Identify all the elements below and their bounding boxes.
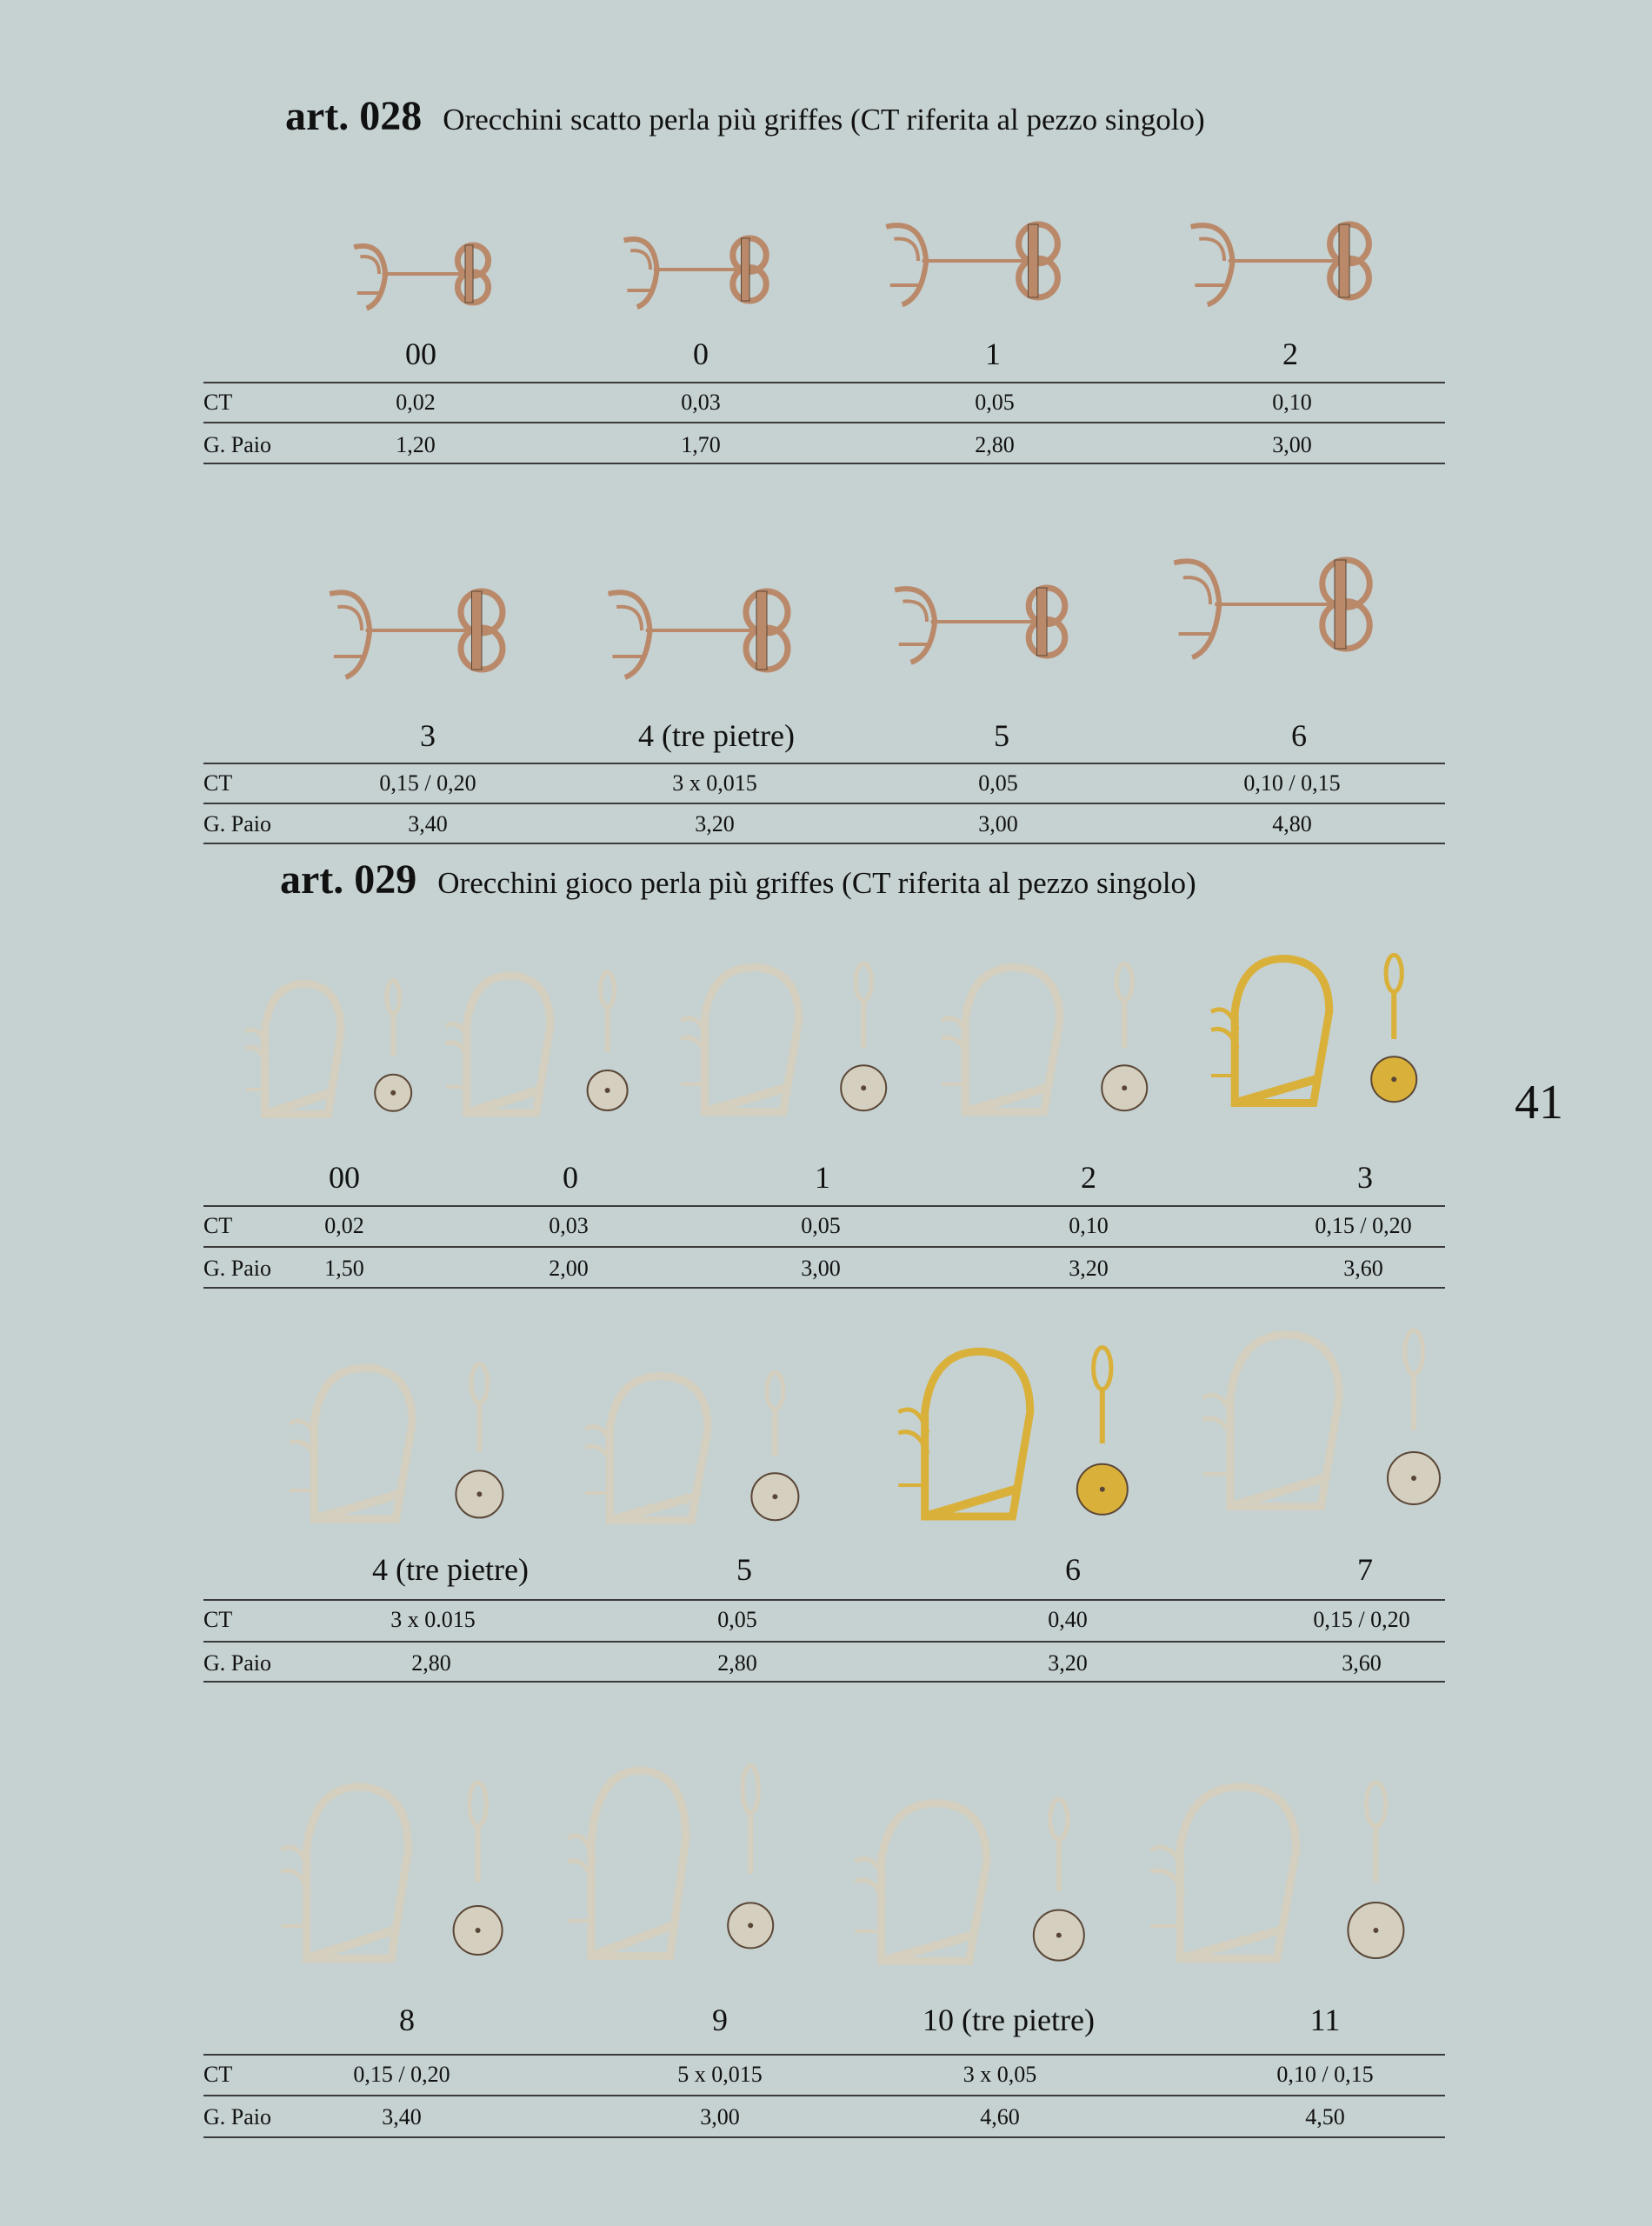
ct-value: 3 x 0,05	[963, 2062, 1037, 2087]
size-label: 2	[1282, 337, 1298, 371]
stud-earring-icon	[1182, 200, 1391, 322]
paio-value: 3,20	[695, 811, 735, 836]
art-028-heading	[285, 92, 1205, 140]
size-label: 2	[1081, 1160, 1096, 1195]
art-029-code: art. 029	[280, 856, 417, 903]
size-label: 4 (tre pietre)	[638, 718, 795, 753]
ct-value: 3 x 0.015	[390, 1607, 476, 1632]
ct-value: 0,02	[396, 390, 436, 415]
leverback-earring-icon	[583, 1365, 817, 1548]
stud-earring-icon	[878, 200, 1078, 322]
leverback-earring-icon	[287, 1356, 522, 1548]
size-label: 0	[563, 1160, 578, 1195]
stud-earring-icon	[600, 565, 809, 696]
ct-value: 0,10 / 0,15	[1243, 770, 1341, 796]
art-028-code: art. 028	[285, 93, 423, 139]
size-label: 9	[712, 2003, 728, 2037]
ct-row-label: CT	[203, 390, 233, 415]
leverback-earring-icon	[939, 956, 1165, 1139]
paio-row-label: G. Paio	[203, 2104, 271, 2129]
ct-row-label: CT	[203, 2062, 233, 2087]
paio-value: 4,60	[980, 2104, 1020, 2129]
ct-value: 0,05	[717, 1607, 757, 1632]
table-rule	[203, 463, 1445, 464]
size-label: 10 (tre pietre)	[923, 2003, 1095, 2037]
table-rule	[203, 1287, 1445, 1289]
leverback-earring-icon	[852, 1791, 1104, 1991]
paio-value: 1,70	[681, 432, 721, 457]
ct-value: 0,05	[801, 1213, 841, 1238]
leverback-earring-icon	[243, 974, 426, 1139]
size-label: 00	[329, 1160, 360, 1195]
paio-value: 3,40	[382, 2104, 422, 2129]
table-rule	[203, 1205, 1445, 1207]
paio-value: 3,20	[1048, 1650, 1088, 1676]
paio-row-label: G. Paio	[203, 1256, 271, 1281]
size-label: 1	[985, 337, 1001, 371]
paio-value: 2,80	[411, 1650, 451, 1676]
leverback-earring-icon	[278, 1774, 522, 1991]
ct-row-label: CT	[203, 770, 233, 796]
size-label: 6	[1065, 1552, 1081, 1587]
size-label: 3	[420, 718, 436, 753]
art-029-heading	[280, 856, 1196, 903]
table-rule	[203, 803, 1445, 804]
stud-earring-icon	[1165, 530, 1391, 678]
ct-row-label: CT	[203, 1607, 233, 1632]
paio-value: 3,60	[1342, 1650, 1382, 1676]
paio-value: 4,50	[1305, 2104, 1345, 2129]
table-rule	[203, 843, 1445, 844]
ct-value: 0,10 / 0,15	[1276, 2062, 1374, 2087]
paio-value: 3,00	[978, 811, 1018, 836]
ct-value: 0,05	[975, 390, 1015, 415]
table-rule	[203, 763, 1445, 764]
paio-row-label: G. Paio	[203, 432, 271, 457]
ct-value: 0,15 / 0,20	[1315, 1213, 1412, 1238]
table-rule	[203, 382, 1445, 383]
table-rule	[203, 2054, 1445, 2056]
ct-value: 5 x 0,015	[677, 2062, 763, 2087]
table-rule	[203, 2095, 1445, 2096]
leverback-earring-icon	[443, 965, 643, 1139]
paio-value: 1,20	[396, 432, 436, 457]
paio-value: 3,60	[1343, 1256, 1383, 1281]
stud-earring-icon	[322, 565, 522, 696]
table-rule	[203, 1641, 1445, 1643]
paio-value: 2,80	[717, 1650, 757, 1676]
size-label: 0	[693, 337, 709, 371]
leverback-earring-icon	[1200, 1322, 1461, 1539]
size-label: 6	[1291, 718, 1307, 753]
ct-value: 0,05	[978, 770, 1018, 796]
ct-value: 0,40	[1048, 1607, 1088, 1632]
paio-value: 3,40	[408, 811, 448, 836]
size-label: 5	[994, 718, 1009, 753]
size-label: 00	[405, 337, 436, 371]
leverback-earring-icon	[1148, 1774, 1426, 1991]
size-label: 8	[399, 2003, 415, 2037]
table-rule	[203, 2136, 1445, 2138]
stud-earring-icon	[348, 226, 504, 322]
art-029-description: Orecchini gioco perla più griffes (CT riferita al pezzo singolo)	[437, 866, 1196, 900]
stud-earring-icon	[887, 565, 1087, 678]
leverback-earring-icon	[565, 1756, 791, 1991]
ct-value: 3 x 0,015	[672, 770, 757, 796]
paio-value: 3,00	[700, 2104, 740, 2129]
paio-value: 2,00	[549, 1256, 589, 1281]
ct-value: 0,15 / 0,20	[353, 2062, 450, 2087]
paio-row-label: G. Paio	[203, 811, 271, 836]
paio-value: 2,80	[975, 432, 1015, 457]
leverback-earring-icon	[1209, 948, 1435, 1130]
table-rule	[203, 1599, 1445, 1601]
ct-value: 0,15 / 0,20	[1313, 1607, 1410, 1632]
ct-value: 0,02	[324, 1213, 364, 1238]
ct-value: 0,03	[681, 390, 721, 415]
leverback-earring-icon	[896, 1339, 1148, 1548]
stud-earring-icon	[617, 217, 783, 322]
size-label: 7	[1357, 1552, 1373, 1587]
table-rule	[203, 1681, 1445, 1683]
paio-value: 3,00	[1272, 432, 1312, 457]
paio-value: 3,20	[1069, 1256, 1109, 1281]
ct-value: 0,03	[549, 1213, 589, 1238]
leverback-earring-icon	[678, 956, 904, 1139]
paio-value: 3,00	[801, 1256, 841, 1281]
page-number: 41	[1515, 1076, 1563, 1130]
size-label: 4 (tre pietre)	[372, 1552, 529, 1587]
ct-value: 0,10	[1069, 1213, 1109, 1238]
ct-value: 0,15 / 0,20	[379, 770, 476, 796]
ct-row-label: CT	[203, 1213, 233, 1238]
paio-row-label: G. Paio	[203, 1650, 271, 1676]
size-label: 1	[815, 1160, 830, 1195]
paio-value: 1,50	[324, 1256, 364, 1281]
size-label: 5	[736, 1552, 752, 1587]
paio-value: 4,80	[1272, 811, 1312, 836]
ct-value: 0,10	[1272, 390, 1312, 415]
table-rule	[203, 422, 1445, 423]
size-label: 11	[1309, 2003, 1341, 2037]
art-028-description: Orecchini scatto perla più griffes (CT riferita al pezzo singolo)	[443, 103, 1205, 137]
table-rule	[203, 1246, 1445, 1248]
stud-earring-00	[354, 245, 488, 309]
size-label: 3	[1357, 1160, 1373, 1195]
